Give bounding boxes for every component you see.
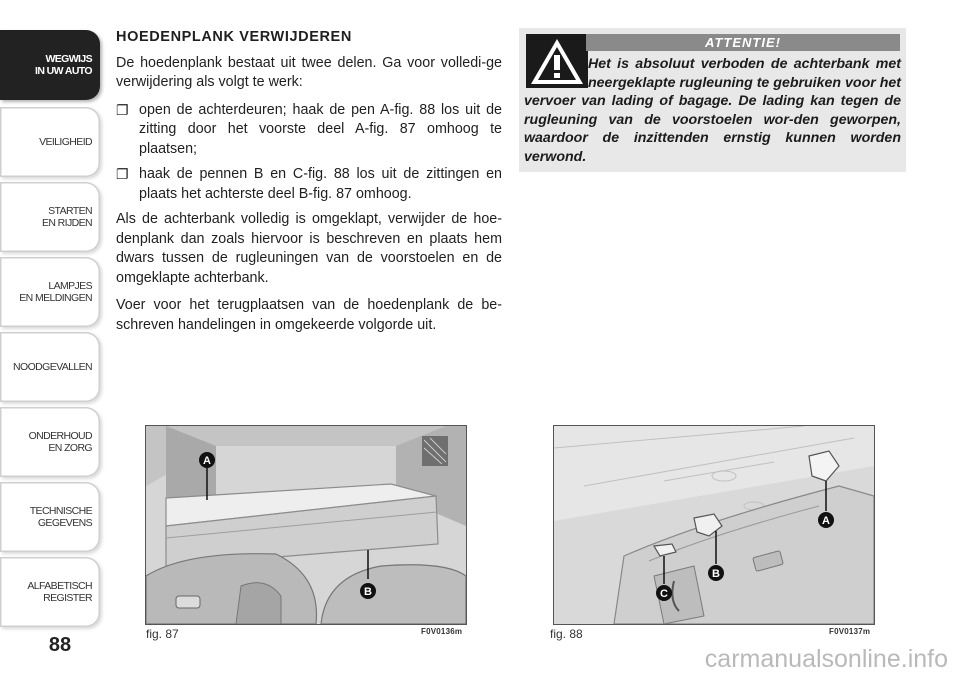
callout-b-marker: [708, 565, 724, 581]
tab-label-line: ONDERHOUD: [28, 430, 92, 442]
figure-87-code: F0V0136m: [421, 627, 463, 636]
callout-label: A: [203, 455, 211, 467]
callout-c-marker: [656, 585, 672, 601]
checkbox-bullet-icon: ❐: [116, 166, 129, 182]
figure-88-caption: fig. 88: [550, 627, 583, 641]
tab-alfabetisch-register[interactable]: [0, 557, 100, 627]
list-item: [116, 101, 502, 160]
watermark: carmanualsonline.info: [704, 645, 948, 673]
step-text: open de achterdeuren; haak de pen A-fig. 88 los uit de zitting door het voorste deel A-fig. 87 omhoog te plaatsen;: [139, 101, 502, 157]
figure-87-image: [145, 425, 467, 625]
tab-label-line: GEGEVENS: [37, 517, 92, 529]
warning-text: Het is absoluut verboden de achterbank met neergeklapte rugleuning te gebruiken voor het vervoer van lading of bagage. De lading kan tegen de rugleuning van de voorstoelen wor-den geworpen, waardoor de inzittenden ernstig kunnen worden verwond.: [524, 56, 901, 165]
tab-label-line: STARTEN: [48, 205, 92, 217]
checkbox-bullet-icon: ❐: [116, 101, 129, 118]
tab-label-line: WEGWIJS: [45, 53, 92, 65]
figure-88-image: [553, 425, 875, 625]
callout-a-marker: [199, 452, 215, 468]
tab-label-line: EN ZORG: [48, 442, 92, 454]
tab-starten-en-rijden[interactable]: [0, 182, 100, 252]
callout-a-marker: [818, 512, 834, 528]
tab-label-line: REGISTER: [43, 592, 92, 604]
figure-88-code: F0V0137m: [829, 627, 871, 636]
section-title: HOEDENPLANK VERWIJDEREN: [116, 29, 352, 45]
tab-label-line: TECHNISCHE: [29, 505, 92, 517]
tab-label-line: LAMPJES: [48, 280, 92, 292]
warning-header: ATTENTIE!: [586, 34, 900, 51]
callout-label: B: [364, 586, 372, 598]
tab-onderhoud-en-zorg[interactable]: [0, 407, 100, 477]
paragraph: Voer voor het terugplaatsen van de hoedenplank de be-schreven handelingen in omgekeerde volgorde uit.: [116, 297, 502, 333]
tab-lampjes-en-meldingen[interactable]: [0, 257, 100, 327]
callout-label: B: [712, 568, 720, 580]
callout-label: A: [822, 515, 830, 527]
intro-paragraph: De hoedenplank bestaat uit twee delen. Ga voor volledi-ge verwijdering als volgt te werk:: [116, 54, 502, 90]
tab-wegwijs-in-uw-auto[interactable]: [0, 30, 100, 100]
callout-b-marker: [360, 583, 376, 599]
icon-spacer: [524, 55, 588, 91]
warning-text-block: [524, 55, 901, 166]
tab-label-line: VEILIGHEID: [39, 136, 92, 148]
tab-technische-gegevens[interactable]: [0, 482, 100, 552]
main-text-column: [116, 28, 502, 343]
tab-veiligheid[interactable]: [0, 107, 100, 177]
page-number: 88: [48, 634, 72, 656]
list-item: [116, 165, 502, 204]
tab-label-line: NOODGEVALLEN: [13, 361, 92, 373]
callout-label: C: [660, 588, 668, 600]
step-text: haak de pennen B en C-fig. 88 los uit de zittingen en plaats het achterste deel B-fig. 87 omhoog.: [139, 166, 502, 202]
warning-box: [519, 28, 906, 172]
paragraph: Als de achterbank volledig is omgeklapt, verwijder de hoe-denplank dan zoals hiervoor is beschreven en plaats hem dwars tussen de rugleuningen van de voorstoelen en de omgeklapte achterbank.: [116, 211, 502, 286]
tab-label-line: EN RIJDEN: [41, 217, 92, 229]
tab-label-line: IN UW AUTO: [35, 65, 92, 77]
figure-87-caption: fig. 87: [146, 627, 179, 641]
tab-label-line: EN MELDINGEN: [19, 292, 92, 304]
tab-noodgevallen[interactable]: [0, 332, 100, 402]
tab-label-line: ALFABETISCH: [27, 580, 92, 592]
